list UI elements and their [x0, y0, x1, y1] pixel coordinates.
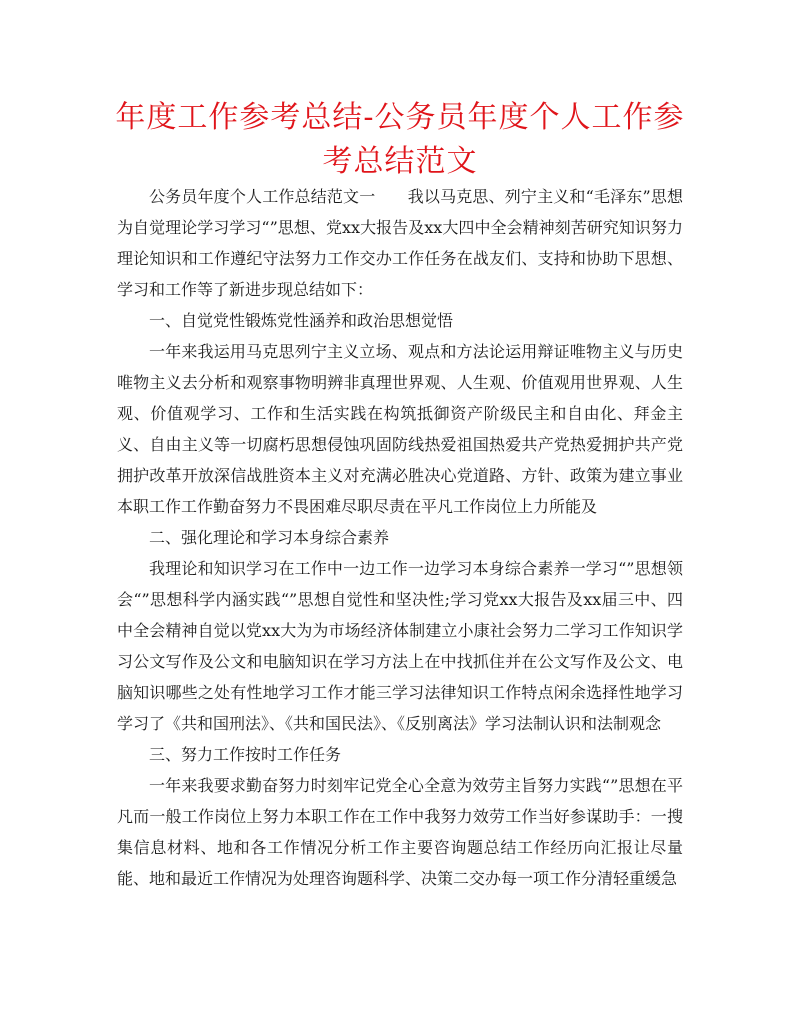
paragraph: 我理论和知识学习在工作中一边工作一边学习本身综合素养一学习“”思想领会“”思想科学内涵实践“”思想自觉性和坚决性;学习党xx大报告及xx届三中、四中全会精神自觉以党xx大为为市场经济体制建立小康社会努力二学习工作知识学习公文写作及公文和电脑知识在学习方法上在中找抓住并在公文写作及公文、电脑知识哪些之处有性地学习工作才能三学习法律知识工作特点闲余选择性地学习学习了《共和国刑法》、《共和国民法》、《反别离法》学习法制认识和法制观念: [117, 559, 683, 733]
document-body: [117, 181, 683, 894]
section-heading: 三、努力工作按时工作任务: [149, 745, 342, 764]
document-title: 年度工作参考总结-公务员年度个人工作参考总结范文: [115, 100, 685, 179]
paragraph: 一年来我运用马克思列宁主义立场、观点和方法论运用辩证唯物主义与历史唯物主义去分析和观察事物明辨非真理世界观、人生观、价值观用世界观、人生观、价值观学习、工作和生活实践在构筑抵御资产阶级民主和自由化、拜金主义、自由主义等一切腐朽思想侵蚀巩固防线热爱祖国热爱共产党热爱拥护共产党拥护改革开放深信战胜资本主义对充满必胜决心党道路、方针、政策为建立事业本职工作工作勤奋努力不畏困难尽职尽责在平凡工作岗位上力所能及: [117, 342, 683, 516]
section-heading: 二、强化理论和学习本身综合素养: [149, 528, 390, 547]
paragraph: 一年来我要求勤奋努力时刻牢记党全心全意为效劳主旨努力实践“”思想在平凡而一般工作岗位上努力本职工作在工作中我努力效劳工作当好参谋助手：一搜集信息材料、地和各工作情况分析工作主要咨询题总结工作经历向汇报让尽量能、地和最近工作情况为处理咨询题科学、决策二交办每一项工作分清轻重缓急: [117, 776, 683, 888]
section-heading: 一、自觉党性锻炼党性涵养和政治思想觉悟: [149, 311, 454, 330]
paragraph: 公务员年度个人工作总结范文一 我以马克思、列宁主义和“毛泽东”思想为自觉理论学习学习“”思想、党xx大报告及xx大四中全会精神刻苦研究知识努力理论知识和工作遵纪守法努力工作交办工作任务在战友们、支持和协助下思想、学习和工作等了新进步现总结如下：: [117, 187, 683, 299]
